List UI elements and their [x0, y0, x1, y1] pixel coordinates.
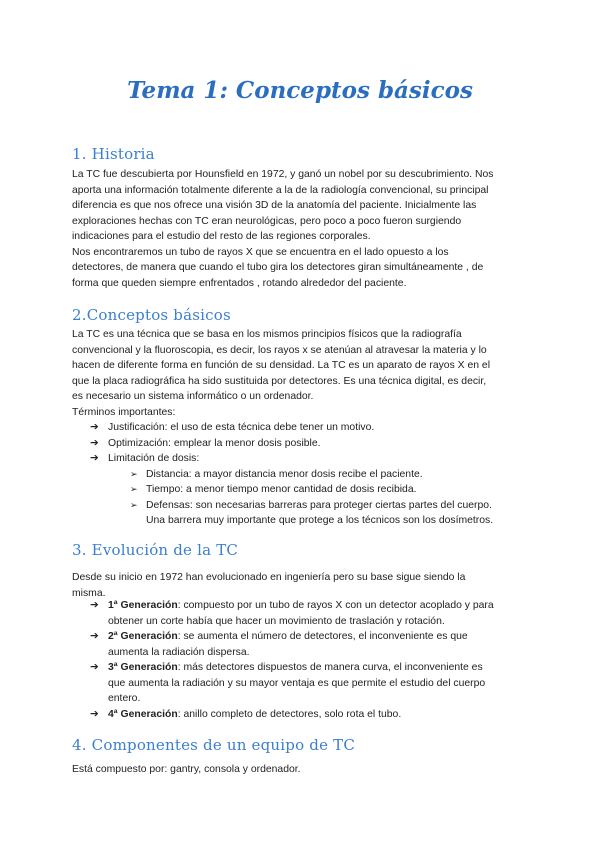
evolucion-paragraph [72, 570, 532, 601]
arrow-bullet-icon: ➔ [90, 631, 99, 642]
list-item: ➔ Limitación de dosis: ➢ Distancia: a mayor distancia menor dosis recibe el paciente. ➢ Tiempo: a menor tiempo menor cantidad de dosis recibida. ➢ Defensas: son necesarias barreras para proteger ciertas partes del cuerpo. Una barrera muy importante que protege a los técnicos son los dosímetros. [90, 451, 530, 529]
terms-list [90, 420, 530, 529]
list-item: ➔ 2ª Generación: se aumenta el número de detectores, el inconveniente es que aumenta la radiación dispersa. [90, 631, 468, 658]
text-line: convencional y la fluoroscopia, es decir, los rayos x se atenúan al atravesar la materia y lo [72, 344, 487, 356]
text-line: Nos encontraremos un tubo de rayos X que se encuentra en el lado opuesto a los [72, 246, 449, 258]
list-item: ➔ Justificación: el uso de esta técnica debe tener un motivo. [90, 420, 530, 436]
text-line: hacen de diferente forma en función de su densidad. La TC es un aparato de rayos X en el [72, 360, 491, 371]
generation-label: 2ª Generación [108, 631, 178, 642]
generations-list [90, 598, 530, 722]
list-item: ➔ 3ª Generación: más detectores dispuestos de manera curva, el inconveniente es que aumenta la radiación y su mayor ventaja es que permite el estudio del cuerpo entero. [90, 662, 486, 704]
text-line: forma que queden siempre enfrentados , rotando alrededor del paciente. [72, 277, 407, 289]
text-line: es necesario un sistema informático o un ordenador. [72, 391, 314, 402]
list-item: ➔ Optimización: emplear la menor dosis posible. [90, 436, 530, 452]
text-line: La TC fue descubierta por Hounsfield en 1972, y ganó un nobel por su descubrimiento. Nos [72, 169, 494, 180]
list-item: ➔ 1ª Generación: compuesto por un tubo de rayos X con un detector acoplado y para obtener un corte había que hacer un movimiento de traslación y rotación. [90, 600, 494, 627]
generation-label: 4ª Generación [108, 708, 178, 720]
arrow-bullet-icon: ➔ [90, 600, 99, 611]
arrow-bullet-icon: ➔ [90, 662, 99, 673]
text-line: que la placa radiográfica ha sido sustituida por detectores. Es una técnica digital, es decir, [72, 375, 487, 387]
generation-label: 3ª Generación [108, 662, 178, 673]
list-item: ➔ 4ª Generación: anillo completo de detectores, solo rota el tubo. [90, 707, 530, 723]
dose-limitation-sublist [130, 467, 530, 529]
list-item: ➢ Defensas: son necesarias barreras para proteger ciertas partes del cuerpo. Una barrera muy importante que protege a los técnicos son los dosímetros. [130, 499, 494, 526]
text-line: La TC es una técnica que se basa en los mismos principios físicos que la radiografía [72, 329, 462, 340]
arrow-bullet-icon: ➔ [90, 453, 99, 464]
text-line: detectores, de manera que cuando el tubo gira los detectores giran simultáneamente , de [72, 262, 484, 273]
arrow-bullet-icon: ➔ [90, 422, 99, 433]
section-heading-conceptos: 2.Conceptos básicos [72, 306, 231, 324]
arrowhead-bullet-icon: ➢ [130, 499, 138, 510]
text-line: aporta una información totalmente diferente a la de la radiología convencional, su principal [72, 184, 489, 196]
list-item: ➢ Tiempo: a menor tiempo menor cantidad de dosis recibida. [130, 482, 530, 498]
componentes-paragraph [72, 762, 532, 778]
conceptos-paragraph [72, 327, 532, 420]
section-heading-evolucion: 3. Evolución de la TC [72, 541, 239, 559]
text-line: Términos importantes: [72, 406, 176, 418]
section-heading-historia: 1. Historia [72, 145, 155, 163]
text-line: Está compuesto por: gantry, consola y ordenador. [72, 764, 301, 775]
section-heading-componentes: 4. Componentes de un equipo de TC [72, 736, 356, 754]
page-title: Tema 1: Conceptos básicos [127, 77, 473, 104]
arrow-bullet-icon: ➔ [90, 437, 99, 449]
generation-label: 1ª Generación [108, 600, 178, 611]
text-line: misma. [72, 587, 106, 599]
text-line: Desde su inicio en 1972 han evolucionado en ingeniería pero su base sigue siendo la [72, 572, 466, 583]
arrowhead-bullet-icon: ➢ [130, 468, 138, 479]
text-line: indicaciones para el estudio del resto de las regiones corporales. [72, 231, 371, 242]
text-line: diferencia es que nos ofrece una visión 3D de la anatomía del paciente. Inicialmente las [72, 200, 477, 211]
arrowhead-bullet-icon: ➢ [130, 484, 138, 494]
list-item: ➢ Distancia: a mayor distancia menor dosis recibe el paciente. [130, 467, 530, 483]
text-line: exploraciones hechas con TC eran neurológicas, pero poco a poco fueron surgiendo [72, 215, 462, 227]
arrow-bullet-icon: ➔ [90, 708, 99, 720]
historia-paragraph [72, 167, 532, 291]
